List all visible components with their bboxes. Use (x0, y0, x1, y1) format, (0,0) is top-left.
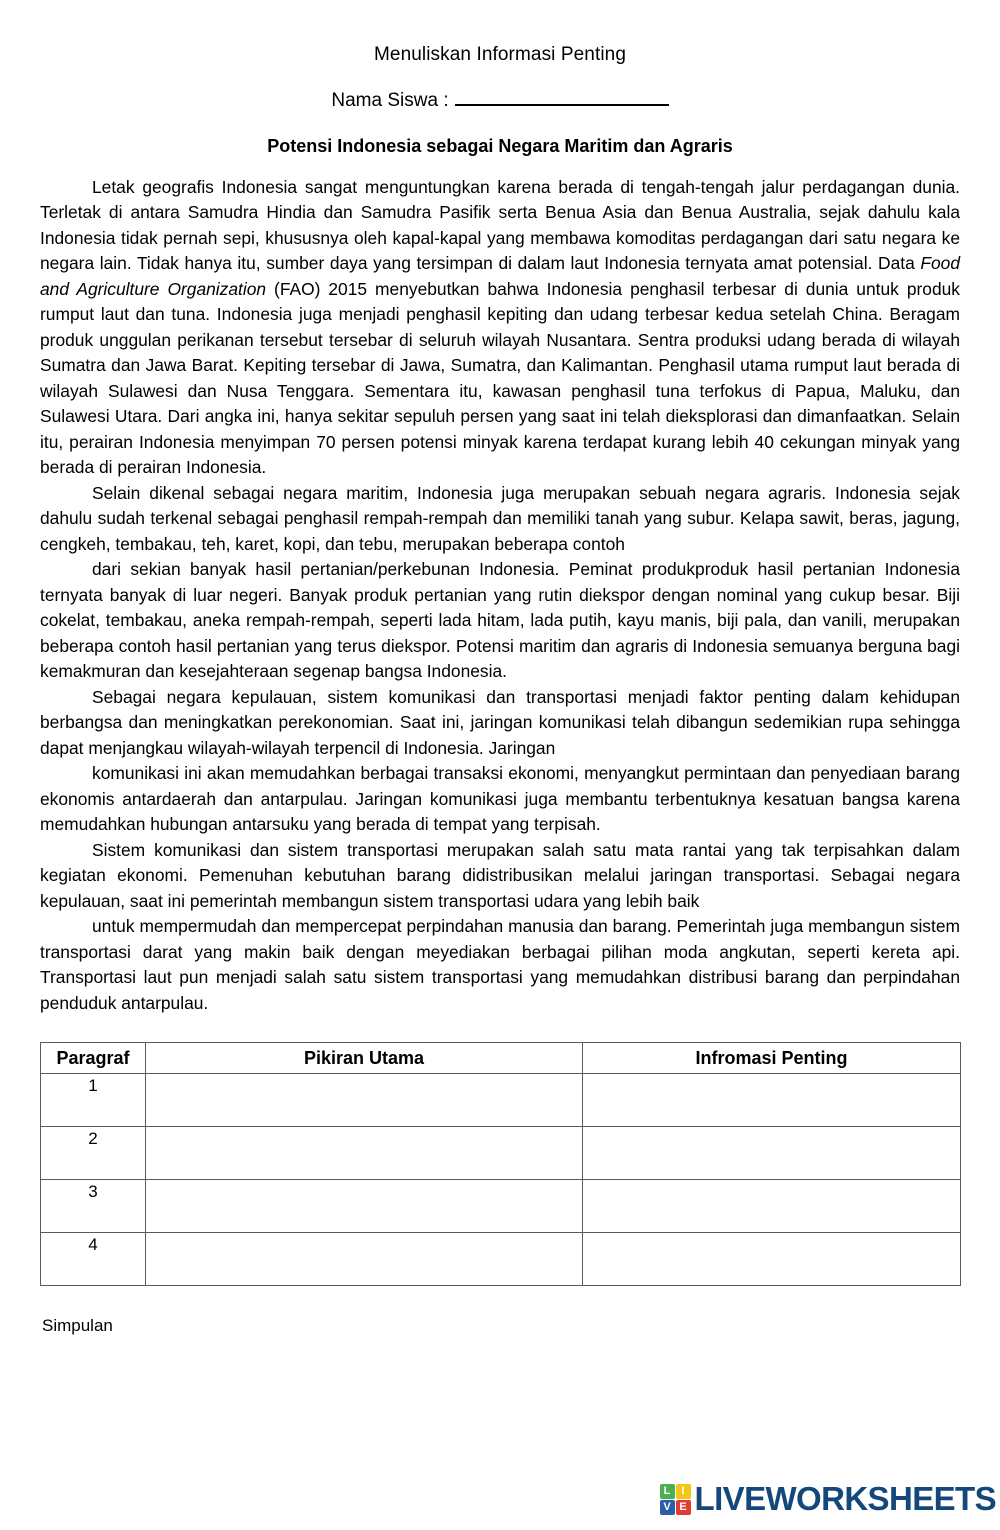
table-header-row (41, 1043, 961, 1074)
row-number-1: 1 (41, 1074, 146, 1127)
student-name-label: Nama Siswa : (331, 89, 449, 111)
table-header-infromasi-penting: Infromasi Penting (583, 1043, 961, 1074)
answer-table-wrapper (40, 1042, 960, 1286)
table-row (41, 1233, 961, 1286)
paragraph-1-part-b: (FAO) 2015 menyebutkan bahwa Indonesia penghasil terbesar di dunia untuk produk rumput laut dan tuna. Indonesia juga menjadi penghasil kepiting dan udang terbesar kedua setelah China. Beragam produk unggulan perikanan tersebut tersebar di seluruh wilayah Nusantara. Sentra produksi udang berada di wilayah Sumatra dan Jawa Barat. Kepiting tersebar di Jawa, Sumatra, dan Kalimantan. Penghasil utama rumput laut berada di wilayah Sulawesi dan Nusa Tenggara. Sementara itu, kawasan penghasil tuna terfokus di Papua, Maluku, dan Sulawesi Utara. Dari angka ini, hanya sekitar sepuluh persen yang saat ini telah dieksplorasi dan dimanfaatkan. Selain itu, perairan Indonesia menyimpan 70 persen potensi minyak karena terdapat kurang lebih 40 cekungan minyak yang berada di perairan Indonesia. (40, 278, 961, 478)
row-number-4: 4 (41, 1233, 146, 1286)
student-name-input[interactable] (455, 89, 669, 106)
student-name-row (0, 89, 1000, 112)
paragraph-4-continued: untuk mempermudah dan mempercepat perpindahan manusia dan barang. Pemerintah juga membangun sistem transportasi darat yang makin baik dengan meyediakan berbagai pilihan moda angkutan, seperti kereta api. Transportasi laut pun menjadi salah satu sistem transportasi yang memudahkan distribusi barang dan perpindahan penduduk antarpulau. (40, 916, 960, 1013)
paragraph-2-continued: dari sekian banyak hasil pertanian/perkebunan Indonesia. Peminat produkproduk hasil pertanian Indonesia ternyata banyak di luar negeri. Banyak produk pertanian yang rutin diekspor dengan nominal yang cukup besar. Biji cokelat, tembakau, aneka rempah-rempah, seperti lada hitam, lada putih, kayu manis, biji pala, dan vanili, merupakan beberapa contoh hasil pertanian yang terus diekspor. Potensi maritim dan agraris di Indonesia semuanya berguna bagi kemakmuran dan kesejahteraan segenap bangsa Indonesia. (40, 559, 960, 682)
table-header-paragraf: Paragraf (41, 1043, 146, 1074)
paragraph-4: Sistem komunikasi dan sistem transportasi merupakan salah satu mata rantai yang tak terpisahkan dalam kegiatan ekonomi. Pemenuhan kebutuhan barang didistribusikan melalui jaringan transportasi. Sebagai negara kepulauan, saat ini pemerintah membangun sistem transportasi udara yang lebih baik (40, 839, 960, 911)
paragraph-3-continued: komunikasi ini akan memudahkan berbagai transaksi ekonomi, menyangkut permintaan dan penyediaan barang ekonomis antardaerah dan antarpulau. Jaringan komunikasi juga membantu terbentuknya kesatuan bangsa karena memudahkan hubungan antarsuku yang berada di tempat yang terpisah. (40, 763, 960, 835)
pikiran-utama-input-2[interactable] (146, 1127, 583, 1180)
table-row (41, 1180, 961, 1233)
logo-letter-l: L (660, 1484, 675, 1499)
logo-letter-i: I (676, 1484, 691, 1499)
article-body (40, 175, 960, 1017)
informasi-penting-input-1[interactable] (583, 1074, 961, 1127)
article-title: Potensi Indonesia sebagai Negara Maritim dan Agraris (267, 135, 733, 156)
pikiran-utama-input-1[interactable] (146, 1074, 583, 1127)
page-title: Menuliskan Informasi Penting (373, 44, 627, 65)
answer-table (40, 1042, 961, 1286)
paragraph-1 (40, 175, 960, 481)
simpulan-label: Simpulan (42, 1316, 113, 1336)
table-header-pikiran-utama: Pikiran Utama (146, 1043, 583, 1074)
liveworksheets-logo (660, 1480, 996, 1518)
paragraph-3: Sebagai negara kepulauan, sistem komunikasi dan transportasi menjadi faktor penting dalam kehidupan berbangsa dan meningkatkan perekonomian. Saat ini, jaringan komunikasi telah dibangun sedemikian rupa sehingga dapat menjangkau wilayah-wilayah terpencil di Indonesia. Jaringan (40, 686, 960, 758)
paragraph-2: Selain dikenal sebagai negara maritim, Indonesia juga merupakan sebuah negara agraris. Indonesia sejak dahulu sudah terkenal sebagai penghasil rempah-rempah dan memiliki tanah yang subur. Kelapa sawit, beras, jagung, cengkeh, tembakau, teh, karet, kopi, dan tebu, merupakan beberapa contoh (40, 482, 960, 554)
logo-letter-e: E (676, 1500, 691, 1515)
informasi-penting-input-2[interactable] (583, 1127, 961, 1180)
pikiran-utama-input-3[interactable] (146, 1180, 583, 1233)
table-row (41, 1074, 961, 1127)
liveworksheets-wordmark: LIVEWORKSHEETS (694, 1480, 996, 1517)
paragraph-1-part-a: Letak geografis Indonesia sangat menguntungkan karena berada di tengah-tengah jalur perdagangan dunia. Terletak di antara Samudra Hindia dan Samudra Pasifik serta Benua Asia dan Benua Australia, sejak dahulu kala Indonesia tidak pernah sepi, khususnya oleh kapal-kapal yang membawa komoditas perdagangan dari satu negara ke negara lain. Tidak hanya itu, sumber daya yang tersimpan di dalam laut Indonesia ternyata amat potensial. Data (40, 176, 960, 274)
row-number-3: 3 (41, 1180, 146, 1233)
informasi-penting-input-4[interactable] (583, 1233, 961, 1286)
row-number-2: 2 (41, 1127, 146, 1180)
logo-letter-v: V (660, 1500, 675, 1515)
paragraph-1-italic-phrase: Food and Agriculture Organization (40, 253, 960, 299)
table-row (41, 1127, 961, 1180)
liveworksheets-mark-icon (660, 1484, 691, 1515)
informasi-penting-input-3[interactable] (583, 1180, 961, 1233)
pikiran-utama-input-4[interactable] (146, 1233, 583, 1286)
